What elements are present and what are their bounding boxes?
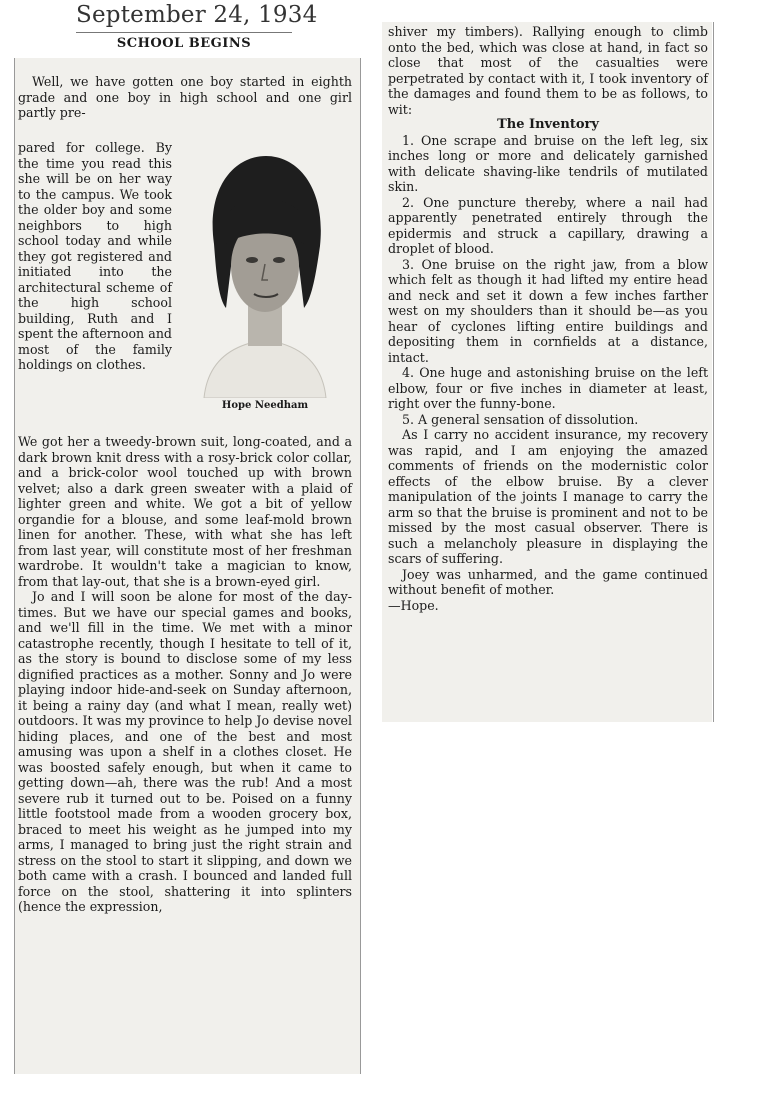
- date-line: September 24, 1934: [76, 2, 318, 28]
- column-divider-middle: [360, 58, 361, 1074]
- date-rule: [76, 32, 292, 33]
- inventory-item: 1. One scrape and bruise on the left leg, six inches long or more and delicately garnished with delicate shaving-like tendrils of mutilated skin.: [388, 132, 708, 194]
- inventory-item: 3. One bruise on the right jaw, from a blow which felt as though it had lifted my entire head and neck and set it down a few inches farther west on my shoulders than it should be—as you hear of cyclones lifting entire buildings and depositing them in cornfields at a distance, intact.: [388, 256, 708, 365]
- insurance-paragraph: As I carry no accident insurance, my recovery was rapid, and I am enjoying the amazed comments of friends on the modernistic color effects of the elbow bruise. By a clever manipulation of the joints I manage to carry the arm so that the bruise is prominent and not to be missed by the most casual observer. There is such a melancholy pleasure in displaying the scars of suffering.: [388, 427, 708, 566]
- headline: SCHOOL BEGINS: [116, 36, 252, 51]
- signoff: —Hope.: [388, 597, 439, 613]
- column-two-body: [388, 24, 708, 613]
- inventory-item: 2. One puncture thereby, where a nail had apparently penetrated entirely through the epidermis and struck a capillary, drawing a droplet of blood.: [388, 194, 708, 256]
- portrait-image: [186, 148, 344, 398]
- portrait-photo: [186, 148, 344, 408]
- jo-paragraph: Jo and I will soon be alone for most of the day-times. But we have our special games and books, and we'll fill in the time. We met with a minor catastrophe recently, though I hesitate to tell of it, as the story is bound to disclose some of my less dignified practices as a mother. Sonny and Jo were playing indoor hide-and-seek on Sunday afternoon, it being a rainy day (and what I mean, really wet) outdoors. It was my province to help Jo devise novel hiding places, and one of the best and most amusing was upon a shelf in a clothes closet. He was boosted safely enough, but when it came to getting down—ah, there was the rub! And a most severe rub it turned out to be. Poised on a funny little footstool made from a wooden grocery box, braced to meet his weight as he jumped into my arms, I managed to bring just the right strain and stress on the stool to start it slipping, and down we both came with a crash. I bounced and landed full force on the stool, shattering it into splinters (hence the expression,: [18, 589, 352, 914]
- inventory-item: 4. One huge and astonishing bruise on the left elbow, four or five inches in diameter at least, right over the funny-bone.: [388, 365, 708, 411]
- photo-caption: Hope Needham: [221, 400, 309, 411]
- narrow-text: pared for college. By the time you read this she will be on her way to the campus. We took the older boy and some neighbors to high school today and while they got registered and initiated into the architectural scheme of the high school building, Ruth and I spent the afternoon and most of the family holdings on clothes.: [18, 140, 172, 372]
- inventory-heading: The Inventory: [497, 117, 599, 132]
- inventory-item: 5. A general sensation of dissolution.: [402, 411, 639, 427]
- column-divider-left: [14, 58, 15, 1074]
- joey-paragraph: Joey was unharmed, and the game continued without benefit of mother.: [388, 566, 708, 597]
- wrapped-paragraph: [18, 140, 172, 373]
- column-divider-right: [713, 22, 714, 722]
- intro-text: Well, we have gotten one boy started in eighth grade and one boy in high school and one girl partly pre-: [18, 74, 352, 120]
- timbers-paragraph: shiver my timbers). Rallying enough to climb onto the bed, which was close at hand, in fact so close that most of the casualties were perpetrated by contact with it, I took inventory of the damages and found them to be as follows, to wit:: [388, 24, 708, 117]
- clothes-paragraph: We got her a tweedy-brown suit, long-coated, and a dark brown knit dress with a rosy-brick color collar, and a brick-color wool touched up with brown velvet; also a dark green sweater with a plaid of lighter green and white. We got a bit of yellow organdie for a blouse, and some leaf-mold brown linen for another. These, with what she has left from last year, will constitute most of her freshman wardrobe. It wouldn't take a magician to know, from that lay-out, that she is a brown-eyed girl.: [18, 434, 352, 589]
- intro-paragraph: [18, 74, 352, 121]
- column-one-body: [18, 434, 352, 915]
